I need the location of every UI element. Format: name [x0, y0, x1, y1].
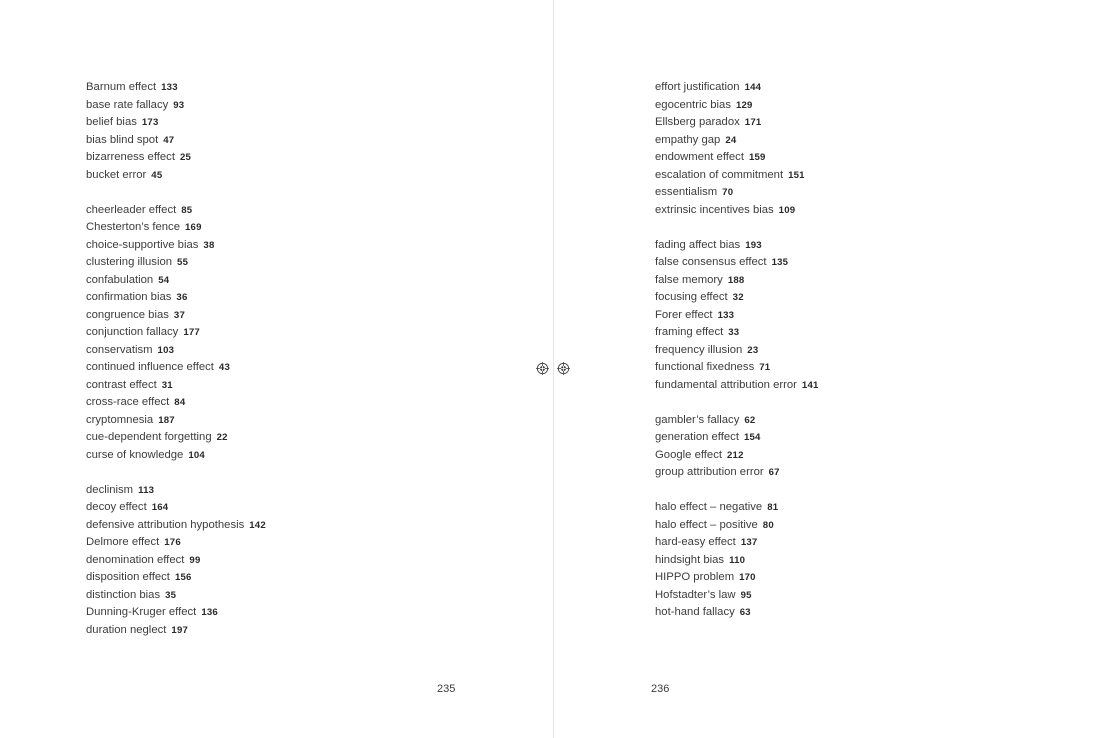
index-term: cryptomnesia [86, 413, 154, 426]
index-term: group attribution error [655, 466, 764, 478]
index-entry [655, 254, 975, 272]
index-page-ref: 33 [728, 327, 740, 338]
index-page-ref: 23 [747, 344, 759, 356]
index-page-ref: 25 [179, 152, 192, 163]
index-term: confabulation [86, 273, 154, 286]
page-number-left: 235 [437, 683, 456, 695]
index-entry [655, 587, 975, 605]
index-entry [86, 534, 406, 552]
index-page-ref: 141 [801, 379, 819, 391]
index-entry [655, 149, 975, 167]
index-entry [86, 587, 406, 605]
index-letter-group [86, 79, 406, 184]
index-entry [86, 342, 406, 360]
index-page-ref: 176 [164, 537, 181, 548]
index-entry [86, 377, 406, 395]
index-page-ref: 55 [177, 257, 189, 268]
index-term: hard-easy effect [655, 536, 736, 548]
index-entry [86, 447, 406, 465]
index-page-ref: 142 [249, 519, 266, 531]
index-entry [86, 394, 406, 412]
index-entry [86, 254, 406, 272]
index-entry [86, 272, 406, 290]
index-term: conservatism [86, 343, 153, 356]
index-term: gambler’s fallacy [655, 413, 740, 426]
index-page-ref: 45 [151, 169, 163, 181]
index-page-ref: 137 [740, 537, 758, 548]
index-page-ref: 197 [171, 624, 189, 636]
index-page-ref: 136 [201, 607, 218, 618]
index-page-ref: 32 [732, 292, 744, 303]
index-page-ref: 177 [183, 327, 200, 338]
index-entry [655, 464, 975, 482]
index-page-ref: 43 [218, 362, 230, 373]
index-term: essentialism [655, 186, 718, 198]
index-term: bias blind spot [86, 133, 159, 146]
index-letter-group [655, 237, 975, 395]
index-term: defensive attribution hypothesis [86, 518, 245, 531]
index-page-ref: 38 [203, 239, 215, 251]
index-entry [86, 132, 406, 150]
index-entry [86, 167, 406, 185]
index-page-ref: 159 [748, 152, 766, 163]
index-letter-group [655, 499, 975, 622]
index-entry [655, 272, 975, 290]
index-page-ref: 80 [762, 519, 774, 531]
index-term: focusing effect [655, 291, 728, 303]
index-entry [655, 534, 975, 552]
index-term: Hofstadter’s law [655, 588, 736, 601]
index-page-ref: 164 [151, 502, 169, 513]
index-entry [655, 307, 975, 325]
index-letter-group [86, 202, 406, 465]
index-term: clustering illusion [86, 256, 173, 268]
index-page-ref: 62 [744, 414, 756, 426]
index-page-ref: 156 [174, 572, 192, 583]
index-entry [86, 219, 406, 237]
index-term: generation effect [655, 431, 739, 443]
index-entry [655, 167, 975, 185]
index-page-ref: 95 [740, 589, 752, 601]
index-term: confirmation bias [86, 291, 172, 303]
index-term: distinction bias [86, 588, 161, 601]
index-page-ref: 93 [173, 99, 185, 111]
index-entry [86, 324, 406, 342]
index-page-ref: 129 [735, 99, 753, 111]
index-page-ref: 113 [138, 484, 155, 496]
index-page-ref: 154 [743, 432, 761, 443]
index-entry [655, 79, 975, 97]
index-term: cue-dependent forgetting [86, 431, 212, 443]
index-term: conjunction fallacy [86, 326, 179, 338]
index-page-ref: 187 [158, 414, 175, 426]
index-term: Dunning-Kruger effect [86, 606, 197, 618]
index-page-ref: 54 [158, 274, 170, 286]
index-entry [86, 499, 406, 517]
index-term: congruence bias [86, 308, 169, 321]
index-entry [86, 79, 406, 97]
index-term: halo effect – negative [655, 501, 763, 513]
index-term: halo effect – positive [655, 518, 758, 531]
index-entry [86, 202, 406, 220]
index-entry [655, 499, 975, 517]
index-term: declinism [86, 483, 134, 496]
index-term: denomination effect [86, 553, 185, 566]
index-page-ref: 22 [216, 432, 228, 443]
index-entry [655, 237, 975, 255]
index-page-ref: 103 [157, 344, 175, 356]
index-entry [86, 359, 406, 377]
index-entry [655, 412, 975, 430]
index-term: hot-hand fallacy [655, 606, 735, 618]
index-page-ref: 81 [767, 502, 779, 513]
index-term: false memory [655, 273, 723, 286]
index-entry [86, 429, 406, 447]
index-entry [86, 517, 406, 535]
index-page-ref: 84 [174, 397, 186, 408]
index-entry [86, 237, 406, 255]
index-entry [86, 307, 406, 325]
index-term: belief bias [86, 116, 137, 128]
index-entry [86, 412, 406, 430]
index-page-ref: 67 [768, 467, 780, 478]
index-page-ref: 99 [189, 554, 201, 566]
index-page-ref: 110 [729, 554, 746, 566]
index-term: base rate fallacy [86, 98, 169, 111]
index-entry [655, 552, 975, 570]
index-page-ref: 135 [771, 257, 789, 268]
index-term: fading affect bias [655, 238, 741, 251]
index-letter-group [86, 482, 406, 640]
index-page-ref: 151 [788, 169, 805, 181]
index-page-ref: 70 [722, 187, 734, 198]
index-page-ref: 35 [165, 589, 177, 601]
index-entry [655, 114, 975, 132]
index-page-ref: 144 [744, 82, 762, 93]
index-page-ref: 109 [778, 204, 796, 216]
index-term: duration neglect [86, 623, 167, 636]
index-page-ref: 133 [161, 82, 178, 93]
index-entry [655, 569, 975, 587]
index-entry [655, 184, 975, 202]
index-page-ref: 36 [176, 292, 188, 303]
index-term: cheerleader effect [86, 203, 177, 216]
index-entry [86, 97, 406, 115]
index-term: bucket error [86, 168, 147, 181]
index-page-ref: 24 [725, 134, 737, 146]
index-term: Chesterton’s fence [86, 221, 180, 233]
index-term: continued influence effect [86, 361, 214, 373]
index-page-ref: 104 [188, 449, 205, 461]
index-term: decoy effect [86, 501, 147, 513]
index-page-ref: 85 [181, 204, 193, 216]
index-term: HIPPO problem [655, 571, 735, 583]
index-term: cross-race effect [86, 396, 170, 408]
index-entry [655, 342, 975, 360]
index-page-ref: 170 [739, 572, 756, 583]
left-page-index [86, 79, 406, 657]
index-page-ref: 173 [141, 117, 159, 128]
index-page-ref: 47 [163, 134, 175, 146]
index-entry [655, 429, 975, 447]
index-term: Forer effect [655, 308, 713, 321]
index-entry [655, 377, 975, 395]
index-term: Ellsberg paradox [655, 116, 740, 128]
index-entry [86, 569, 406, 587]
index-entry [655, 324, 975, 342]
index-term: escalation of commitment [655, 168, 784, 181]
index-entry [86, 289, 406, 307]
index-term: disposition effect [86, 571, 170, 583]
index-page-ref: 37 [173, 309, 185, 321]
index-entry [655, 447, 975, 465]
index-term: contrast effect [86, 378, 157, 391]
index-page-ref: 212 [727, 449, 744, 461]
index-entry [655, 132, 975, 150]
index-letter-group [655, 412, 975, 482]
index-entry [86, 604, 406, 622]
index-page-ref: 171 [744, 117, 762, 128]
index-term: empathy gap [655, 133, 721, 146]
registration-mark-icon [536, 362, 549, 375]
index-term: hindsight bias [655, 553, 725, 566]
index-term: Barnum effect [86, 81, 157, 93]
index-term: frequency illusion [655, 343, 743, 356]
index-entry [655, 289, 975, 307]
index-term: choice-supportive bias [86, 238, 199, 251]
index-page-ref: 71 [759, 362, 771, 373]
index-entry [86, 552, 406, 570]
index-term: functional fixedness [655, 361, 755, 373]
index-term: framing effect [655, 326, 724, 338]
index-entry [655, 359, 975, 377]
index-term: curse of knowledge [86, 448, 184, 461]
index-term: fundamental attribution error [655, 378, 797, 391]
index-term: endowment effect [655, 151, 744, 163]
index-term: Delmore effect [86, 536, 160, 548]
index-entry [86, 622, 406, 640]
index-entry [86, 149, 406, 167]
index-entry [655, 97, 975, 115]
index-letter-group [655, 79, 975, 219]
index-term: egocentric bias [655, 98, 731, 111]
page-number-right: 236 [651, 683, 670, 695]
page-gutter [553, 0, 554, 738]
index-page-ref: 188 [727, 274, 745, 286]
index-term: false consensus effect [655, 256, 767, 268]
index-page-ref: 63 [739, 607, 751, 618]
registration-mark-icon [557, 362, 570, 375]
index-entry [655, 604, 975, 622]
index-entry [655, 202, 975, 220]
index-page-ref: 169 [185, 222, 202, 233]
index-term: bizarreness effect [86, 151, 175, 163]
index-term: Google effect [655, 448, 722, 461]
right-page-index [655, 79, 975, 639]
index-page-ref: 31 [161, 379, 173, 391]
index-entry [86, 482, 406, 500]
index-term: effort justification [655, 81, 740, 93]
index-page-ref: 193 [745, 239, 762, 251]
index-page-ref: 133 [717, 309, 735, 321]
index-entry [86, 114, 406, 132]
index-entry [655, 517, 975, 535]
index-term: extrinsic incentives bias [655, 203, 774, 216]
